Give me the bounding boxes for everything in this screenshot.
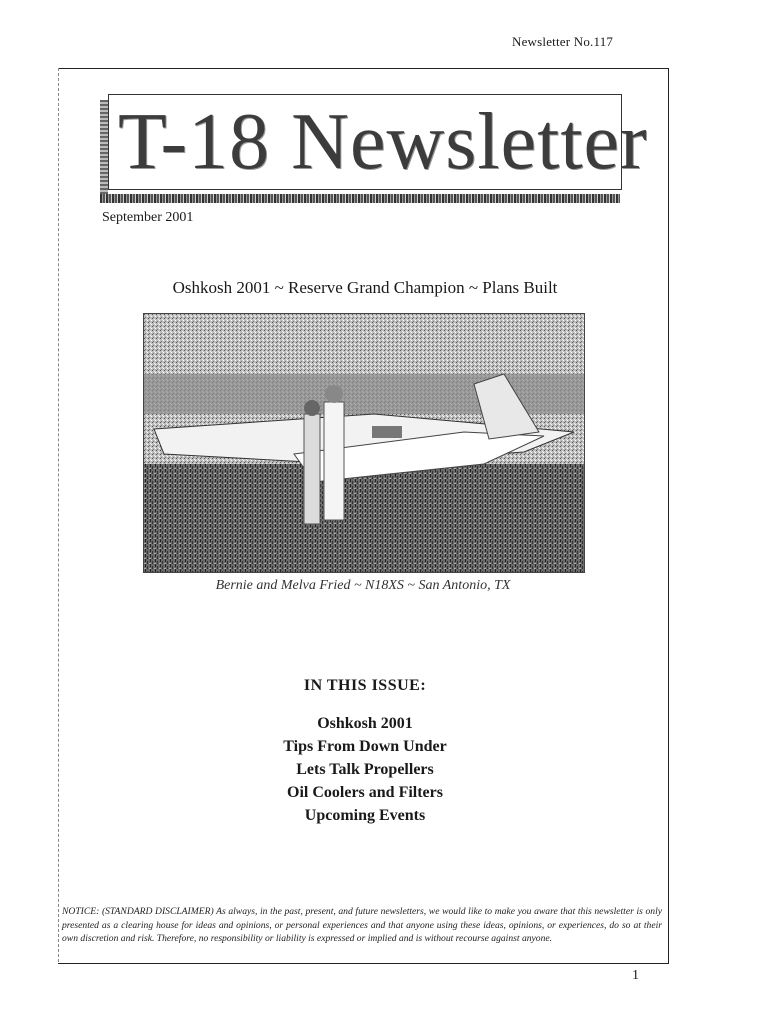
photo-caption: Bernie and Melva Fried ~ N18XS ~ San Antonio, TX <box>215 578 511 593</box>
disclaimer-label: NOTICE: (STANDARD DISCLAIMER) <box>62 906 214 917</box>
contents-item: Oil Coolers and Filters <box>287 784 443 801</box>
feature-headline: Oshkosh 2001 ~ Reserve Grand Champion ~ Plans Built <box>172 278 558 297</box>
disclaimer-text: As always, in the past, present, and future newsletters, we would like to make you aware that this newsletter is only presented as a clearing house for ideas and opinions, or personal experiences and that anyone using these ideas, opinions, or experiences, do so at their own discretion and risk. Therefore, no responsibility or liability is expressed or implied and is without recourse against anyone. <box>62 906 662 944</box>
person-two-head <box>304 400 320 416</box>
newsletter-number: Newsletter No.117 <box>512 34 614 49</box>
masthead-title: T-18 Newsletter <box>118 98 648 186</box>
contents-list <box>0 712 730 827</box>
contents-heading: IN THIS ISSUE: <box>303 677 427 694</box>
person-body <box>324 402 344 520</box>
masthead-shadow <box>100 100 108 196</box>
issue-date: September 2001 <box>102 210 194 225</box>
photo-ground <box>144 464 584 572</box>
feature-photo <box>143 313 585 573</box>
page-number: 1 <box>632 968 639 983</box>
contents-item: Oshkosh 2001 <box>317 715 413 732</box>
aircraft-canopy <box>372 426 402 438</box>
contents-item: Lets Talk Propellers <box>296 761 434 778</box>
contents-item: Upcoming Events <box>304 807 426 824</box>
left-margin-rule <box>58 68 59 962</box>
disclaimer <box>62 905 662 946</box>
person-two-body <box>304 414 320 524</box>
person-head <box>325 385 343 403</box>
contents-item: Tips From Down Under <box>283 738 447 755</box>
masthead-bar <box>100 194 620 203</box>
